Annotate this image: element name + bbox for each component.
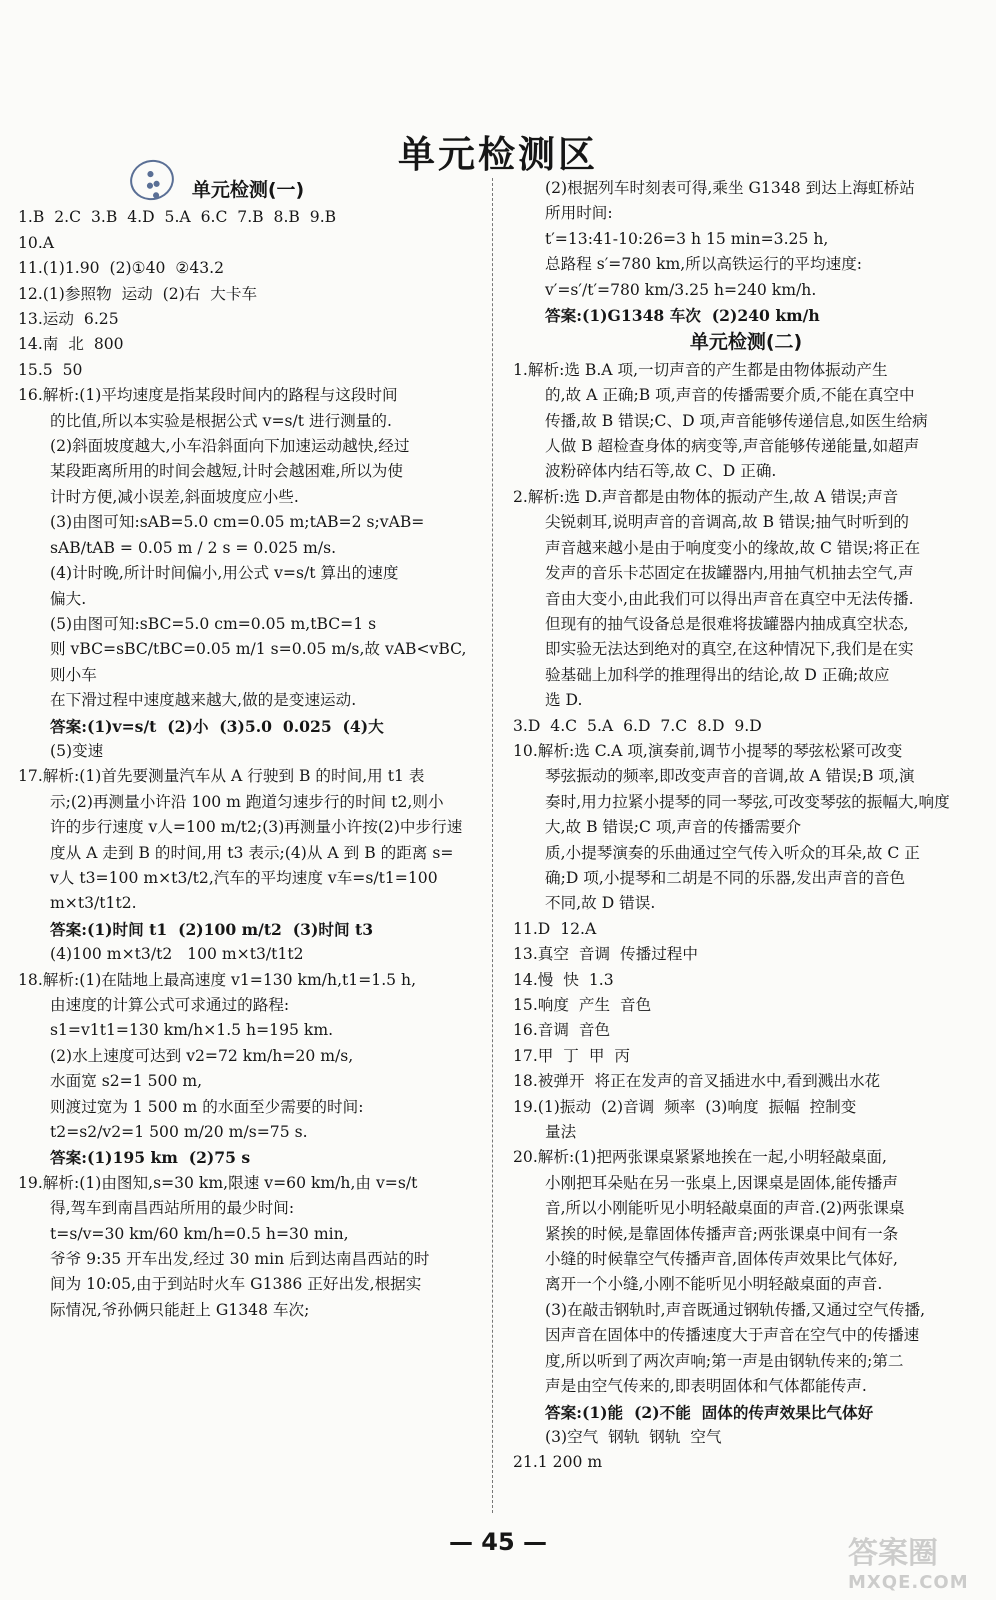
text-line: 由速度的计算公式可求通过的路程: [50,996,290,1014]
text-line: 13.运动 6.25 [18,310,119,329]
text-line: 不同,故 D 错误. [545,894,656,913]
text-line: 则 vBC=sBC/tBC=0.05 m/1 s=0.05 m/s,故 vAB<vBC,则小车 [50,640,467,684]
text-line: 际情况,爷孙俩只能赶上 G1348 车次; [50,1300,310,1319]
seal-stamp-icon: ● ●● ● [126,155,179,205]
text-line: 14.慢 快 1.3 [513,970,614,989]
text-line: v′=s′/t′=780 km/3.25 h=240 km/h. [545,280,817,299]
text-line: 声音越来越小是由于响度变小的缘故,故 C 错误;将正在 [545,538,921,557]
text-line: 19.解析:(1)由图知,s=30 km,限速 v=60 km/h,由 v=s/t [18,1173,418,1192]
text-line: 离开一个小缝,小刚不能听见小明轻敲桌面的声音. [545,1275,883,1294]
text-line: 13.真空 音调 传播过程中 [513,945,698,964]
watermark-en: MXQE.COM [848,1572,969,1593]
right-top-lines [513,176,979,328]
text-line: 16.解析:(1)平均速度是指某段时间内的路程与这段时间 [18,386,398,405]
text-line: 的比值,所以本实验是根据公式 v=s/t 进行测量的. [50,411,392,430]
watermark-cn: 答案圈 [848,1536,938,1571]
text-line: 答案:(1)195 km (2)75 s [50,1148,251,1168]
text-line: 度,所以听到了两次声响;第一声是由钢轨传来的;第二 [545,1351,904,1370]
text-line: 验基础上加科学的推理得出的结论,故 D 正确;故应 [545,665,890,684]
text-line: 间为 10:05,由于到站时火车 G1386 正好出发,根据实 [50,1275,422,1294]
text-line: (2)斜面坡度越大,小车沿斜面向下加速运动越快,经过 [50,437,410,456]
text-line: (3)空气 钢轨 钢轨 空气 [545,1427,722,1446]
text-line: 11.D 12.A [513,919,597,938]
text-line: 确;D 项,小提琴和二胡是不同的乐器,发出声音的音色 [545,868,906,887]
left-lines [18,205,478,1323]
text-line: 因声音在固体中的传播速度大于声音在空气中的传播速 [545,1326,920,1345]
text-line: 答案:(1)G1348 车次 (2)240 km/h [545,306,820,326]
text-line: 20.解析:(1)把两张课桌紧紧地挨在一起,小明轻敲桌面, [513,1148,887,1167]
right-column [513,176,979,1476]
text-line: (5)由图可知:sBC=5.0 cm=0.05 m,tBC=1 s [50,614,377,633]
text-line: 18.解析:(1)在陆地上最高速度 v1=130 km/h,t1=1.5 h, [18,970,417,989]
text-line: 琴弦振动的频率,即改变声音的音调,故 A 错误;B 项,演 [545,767,915,786]
text-line: 17.甲 丁 甲 丙 [513,1046,630,1065]
text-line: 15.5 50 [18,360,83,379]
text-line: 传播,故 B 错误;C、D 项,声音能够传递信息,如医生给病 [545,411,928,430]
text-line: 示;(2)再测量小许沿 100 m 跑道匀速步行的时间 t2,则小 [50,792,444,811]
text-line: 11.(1)1.90 (2)①40 ②43.2 [18,259,225,278]
text-line: 水面宽 s2=1 500 m, [50,1072,203,1091]
text-line: 14.南 北 800 [18,335,124,354]
text-line: 3.D 4.C 5.A 6.D 7.C 8.D 9.D [513,716,762,735]
text-line: (2)根据列车时刻表可得,乘坐 G1348 到达上海虹桥站 [545,179,915,197]
text-line: 答案:(1)v=s/t (2)小 (3)5.0 0.025 (4)大 [50,716,384,736]
left-column [18,176,478,1323]
text-line: 许的步行速度 v人=100 m/t2;(3)再测量小许按(2)中步行速 [50,818,463,837]
text-line: 小缝的时候靠空气传播声音,固体传声效果比气体好, [545,1250,898,1269]
text-line: 10.解析:选 C.A 项,演奏前,调节小提琴的琴弦松紧可改变 [513,741,903,760]
text-line: 紧挨的时候,是靠固体传播声音;两张课桌中间有一条 [545,1224,899,1243]
text-line: 选 D. [545,691,583,710]
text-line: 答案:(1)能 (2)不能 固体的传声效果比气体好 [545,1402,874,1422]
section-heading-2: 单元检测(二) [689,331,803,354]
text-line: 尖锐刺耳,说明声音的音调高,故 B 错误;抽气时听到的 [545,513,910,532]
text-line: 音由大变小,由此我们可以得出声音在真空中无法传播. [545,589,914,608]
text-line: 爷爷 9:35 开车出发,经过 30 min 后到达南昌西站的时 [50,1250,430,1269]
text-line: 得,驾车到南昌西站所用的最少时间: [50,1199,295,1218]
text-line: 15.响度 产生 音色 [513,996,652,1014]
text-line: 即实验无法达到绝对的真空,在这种情况下,我们是在实 [545,640,914,659]
page-title: 单元检测区 [398,133,598,176]
text-line: t2=s2/v2=1 500 m/20 m/s=75 s. [50,1123,308,1142]
text-line: v人 t3=100 m×t3/t2,汽车的平均速度 v车=s/t1=100 m×t3/t1t2. [50,868,443,913]
text-line: 在下滑过程中速度越来越大,做的是变速运动. [50,691,357,710]
text-line: t=s/v=30 km/60 km/h=0.5 h=30 min, [50,1224,349,1243]
text-line: 奏时,用力拉紧小提琴的同一琴弦,可改变琴弦的振幅大,响度 [545,792,950,811]
text-line: 答案:(1)时间 t1 (2)100 m/t2 (3)时间 t3 [50,919,374,939]
text-line: 音,所以小刚能听见小明轻敲桌面的声音.(2)两张课桌 [545,1199,905,1218]
text-line: 总路程 s′=780 km,所以高铁运行的平均速度: [545,255,863,274]
text-line: 21.1 200 m [513,1453,603,1472]
text-line: 人做 B 超检查身体的病变等,声音能够传递能量,如超声 [545,437,920,456]
text-line: 声是由空气传来的,即表明固体和气体都能传声. [545,1377,867,1396]
text-line: sAB/tAB = 0.05 m / 2 s = 0.025 m/s. [50,538,337,557]
text-line: 1.解析:选 B.A 项,一切声音的产生都是由物体振动产生 [513,360,888,379]
text-line: 17.解析:(1)首先要测量汽车从 A 行驶到 B 的时间,用 t1 表 [18,767,425,786]
text-line: (3)由图可知:sAB=5.0 cm=0.05 m;tAB=2 s;vAB= [50,513,425,532]
right-lines [513,358,979,1476]
text-line: s1=v1t1=130 km/h×1.5 h=195 km. [50,1021,334,1040]
text-line: 量法 [545,1123,577,1142]
text-line: 1.B 2.C 3.B 4.D 5.A 6.C 7.B 8.B 9.B [18,208,337,227]
text-line: 的,故 A 正确;B 项,声音的传播需要介质,不能在真空中 [545,386,915,405]
text-line: 12.(1)参照物 运动 (2)右 大卡车 [18,284,258,303]
column-divider [492,178,493,1513]
text-line: 偏大. [50,589,87,608]
text-line: 发声的音乐卡芯固定在拔罐器内,用抽气机抽去空气,声 [545,564,914,583]
section-heading-1: 单元检测(一) [191,179,305,201]
watermark-logo [848,1528,978,1594]
text-line: 计时方便,减小误差,斜面坡度应小些. [50,487,299,506]
text-line: 10.A [18,233,55,252]
page-number: — 45 — [448,1528,548,1556]
text-line: 2.解析:选 D.声音都是由物体的振动产生,故 A 错误;声音 [513,487,899,506]
text-line: 波粉碎体内结石等,故 C、D 正确. [545,462,777,481]
text-line: 某段距离所用的时间会越短,计时会越困难,所以为使 [50,462,403,481]
text-line: (2)水上速度可达到 v2=72 km/h=20 m/s, [50,1046,354,1065]
text-line: 18.被弹开 将正在发声的音叉插进水中,看到溅出水花 [513,1072,881,1091]
text-line: 16.音调 音色 [513,1021,611,1040]
text-line: (4)计时晚,所计时间偏小,用公式 v=s/t 算出的速度 [50,564,399,583]
text-line: 大,故 B 错误;C 项,声音的传播需要介 [545,818,802,837]
text-line: 则渡过宽为 1 500 m 的水面至少需要的时间: [50,1097,364,1116]
text-line: 度从 A 走到 B 的时间,用 t3 表示;(4)从 A 到 B 的距离 s= [50,843,454,862]
text-line: 但现有的抽气设备总是很难将拔罐器内抽成真空状态, [545,614,909,633]
text-line: t′=13:41-10:26=3 h 15 min=3.25 h, [545,229,829,248]
text-line: 所用时间: [545,204,613,223]
text-line: (3)在敲击钢轨时,声音既通过钢轨传播,又通过空气传播, [545,1300,926,1319]
text-line: (5)变速 [50,741,104,760]
text-line: (4)100 m×t3/t2 100 m×t3/t1t2 [50,945,304,964]
text-line: 小刚把耳朵贴在另一张桌上,因课桌是固体,能传播声 [545,1173,898,1192]
text-line: 质,小提琴演奏的乐曲通过空气传入听众的耳朵,故 C 正 [545,843,920,862]
text-line: 19.(1)振动 (2)音调 频率 (3)响度 振幅 控制变 [513,1097,857,1116]
